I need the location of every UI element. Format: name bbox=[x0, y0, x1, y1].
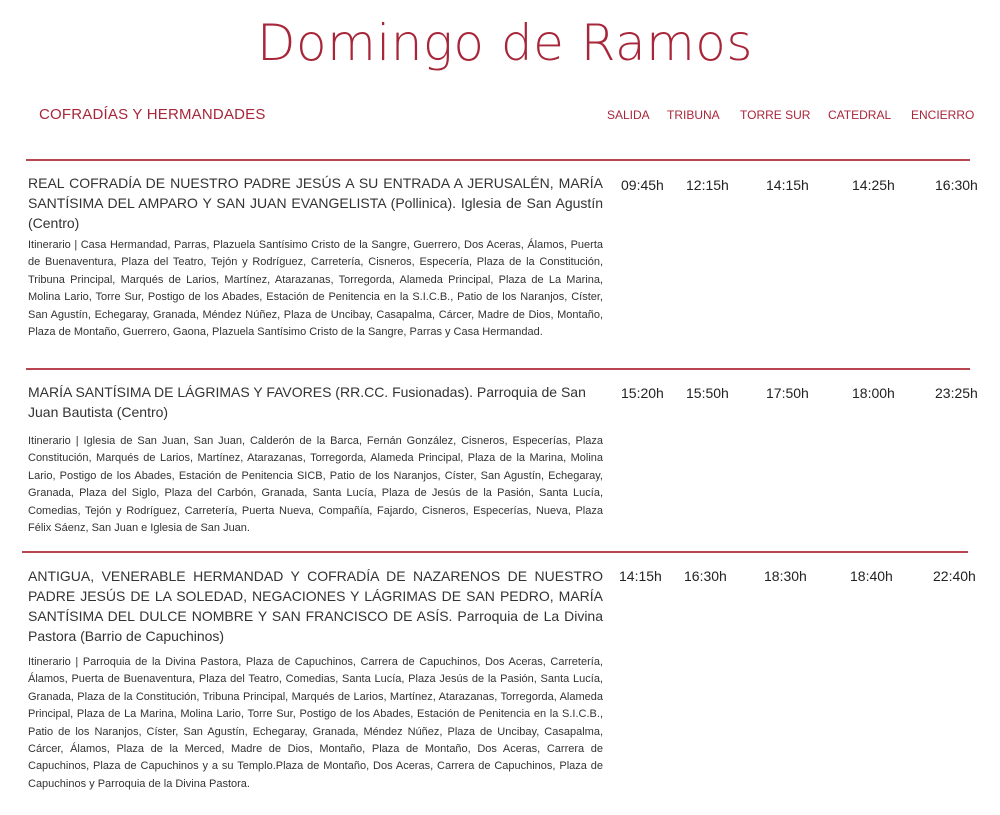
time-encierro: 22:40h bbox=[933, 568, 976, 584]
cofradia-title: REAL COFRADÍA DE NUESTRO PADRE JESÚS A SU ENTRADA A JERUSALÉN, MARÍA SANTÍSIMA DEL AMPARO Y SAN JUAN EVANGELISTA (Pollinica). Iglesia de San Agustín (Centro) bbox=[28, 175, 603, 231]
itinerary-text: Itinerario | Iglesia de San Juan, San Juan, Calderón de la Barca, Fernán González, Cisneros, Especerías, Plaza Constitución, Marqués de Larios, Martínez, Atarazanas, Torregorda, Alameda Principal, Plaza de la Marina, Molina Lario, Postigo de los Abades, Estación de Penitencia SICB, Patio de los Naranjos, Císter, San Agustín, Echegaray, Granada, Plaza del Siglo, Plaza del Carbón, Granada, Santa Lucía, Plaza de Jesús de la Pasión, Santa Lucía, Comedias, Tejón y Rodríguez, Carretería, Puerta Nueva, Compañía, Fajardo, Cisneros, Especerías, Nueva, Plaza Félix Sáenz, San Juan e Iglesia de San Juan. bbox=[28, 435, 603, 535]
header-salida: SALIDA bbox=[607, 108, 650, 122]
time-salida: 14:15h bbox=[619, 568, 662, 584]
time-tribuna: 15:50h bbox=[686, 385, 729, 401]
row-divider bbox=[22, 551, 968, 553]
row-divider bbox=[26, 368, 970, 370]
time-salida: 15:20h bbox=[621, 385, 664, 401]
table-row bbox=[28, 173, 603, 341]
header-catedral: CATEDRAL bbox=[828, 108, 892, 122]
cofradia-title: ANTIGUA, VENERABLE HERMANDAD Y COFRADÍA DE NAZARENOS DE NUESTRO PADRE JESÚS DE LA SOLEDAD, NEGACIONES Y LÁGRIMAS DE SAN PEDRO, MARÍA SANTÍSIMA DEL DULCE NOMBRE Y SAN FRANCISCO DE ASÍS. Parroquia de La Divina Pastora (Barrio de Capuchinos) bbox=[28, 568, 603, 644]
header-encierro: ENCIERRO bbox=[911, 108, 975, 122]
time-salida: 09:45h bbox=[621, 177, 664, 193]
table-header bbox=[0, 106, 1000, 124]
header-tribuna: TRIBUNA bbox=[667, 108, 720, 122]
time-tribuna: 12:15h bbox=[686, 177, 729, 193]
itinerary-text: Itinerario | Casa Hermandad, Parras, Plazuela Santísimo Cristo de la Sangre, Guerrero, Dos Aceras, Álamos, Puerta de Buenaventura, Plaza del Teatro, Tejón y Rodríguez, Carretería, Cisneros, Especería, Plaza de la Constitución, Tribuna Principal, Marqués de Larios, Martínez, Atarazanas, Torregorda, Alameda Principal, Plaza de La Marina, Molina Lario, Torre Sur, Postigo de los Abades, Estación de Penitencia en la S.I.C.B., Patio de los Naranjos, Císter, San Agustín, Echegaray, Granada, Méndez Núñez, Plaza de Uncibay, Casapalma, Cárcer, Madre de Dios, Montaño, Plaza de Montaño, Guerrero, Gaona, Plazuela Santísimo Cristo de la Sangre, Parras y Casa Hermandad. bbox=[28, 239, 603, 339]
row-divider bbox=[26, 159, 970, 161]
header-cofradias: COFRADÍAS Y HERMANDADES bbox=[39, 106, 266, 123]
itinerary-text: Itinerario | Parroquia de la Divina Pastora, Plaza de Capuchinos, Carrera de Capuchinos, Dos Aceras, Carretería, Álamos, Puerta de Buenaventura, Plaza del Teatro, Comedias, Santa Lucía, Plaza Jesús de la Pasión, Santa Lucía, Granada, Plaza de la Constitución, Tribuna Principal, Marqués de Larios, Martínez, Atarazanas, Torregorda, Alameda Principal, Plaza de La Marina, Molina Lario, Torre Sur, Postigo de los Abades, Estación de Penitencia en la S.I.C.B., Patio de los Naranjos, Císter, San Agustín, Echegaray, Granada, Méndez Núñez, Plaza de Uncibay, Casapalma, Cárcer, Álamos, Plaza de la Merced, Madre de Dios, Montaño, Plaza de Montaño, Dos Aceras, Carrera de Capuchinos, Plaza de Capuchinos y a su Templo.Plaza de Montaño, Dos Aceras, Carrera de Capuchinos, Plaza de Capuchinos y Parroquia de la Divina Pastora. bbox=[28, 656, 603, 790]
time-encierro: 16:30h bbox=[935, 177, 978, 193]
time-catedral: 18:00h bbox=[852, 385, 895, 401]
time-torre-sur: 14:15h bbox=[766, 177, 809, 193]
time-encierro: 23:25h bbox=[935, 385, 978, 401]
table-row bbox=[28, 382, 603, 537]
time-torre-sur: 18:30h bbox=[764, 568, 807, 584]
header-torre-sur: TORRE SUR bbox=[740, 108, 811, 122]
time-torre-sur: 17:50h bbox=[766, 385, 809, 401]
table-row bbox=[28, 566, 603, 793]
time-catedral: 14:25h bbox=[852, 177, 895, 193]
cofradia-title: MARÍA SANTÍSIMA DE LÁGRIMAS Y FAVORES (RR.CC. Fusionadas). Parroquia de San Juan Bautista (Centro) bbox=[28, 384, 586, 420]
page-title: Domingo de Ramos bbox=[257, 14, 753, 72]
time-catedral: 18:40h bbox=[850, 568, 893, 584]
time-tribuna: 16:30h bbox=[684, 568, 727, 584]
